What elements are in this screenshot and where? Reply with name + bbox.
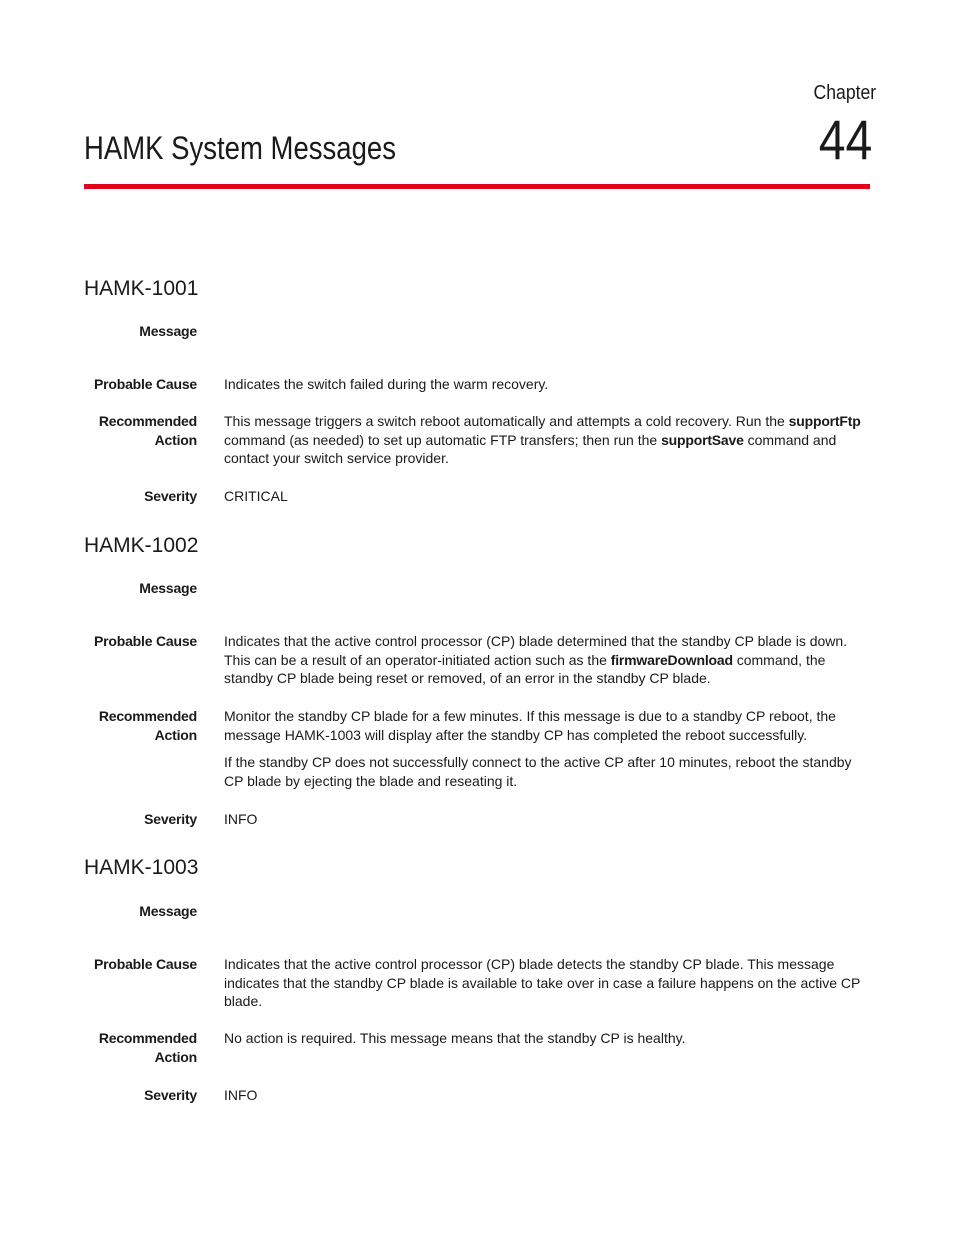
recommended-action-label [60,412,197,450]
recommended-action-text [224,412,872,477]
action-text-part: command and contact your switch service provider. [224,431,837,466]
message-label: Message [139,580,197,596]
action-text-part: command (as needed) to set up automatic FTP transfers; then run the [224,431,662,448]
probable-cause-label: Probable Cause [93,956,197,972]
cause-text-part: command, the standby CP blade being reset or removed, of an error in the standby CP blade. [224,651,826,686]
chapter-number: 44 [818,108,872,171]
recommended-label-line2: Action [154,727,197,743]
severity-label: Severity [144,1087,197,1103]
message-label: Message [139,903,197,919]
command-name: firmwareDownload [610,651,733,668]
action-paragraph: Monitor the standby CP blade for a few minutes. If this message is due to a standby CP reboot, the message HAMK-1003 will display after the standby CP has completed the reboot successfully. [224,708,836,743]
command-name: supportSave [661,431,744,448]
chapter-label: Chapter [813,82,876,104]
probable-cause-text [224,632,872,697]
probable-cause-label: Probable Cause [93,376,197,392]
recommended-label-line1: Recommended [98,708,197,724]
title-rule [84,184,870,189]
recommended-label-line1: Recommended [98,413,197,429]
recommended-action-label [60,707,197,745]
section-heading-hamk-1001: HAMK-1001 [84,277,199,300]
section-heading-hamk-1003: HAMK-1003 [84,856,199,879]
severity-value: INFO [224,811,258,827]
recommended-action-text: No action is required. This message means that the standby CP is healthy. [224,1030,686,1046]
severity-value: INFO [224,1087,258,1103]
message-label: Message [139,323,197,339]
action-paragraph: If the standby CP does not successfully connect to the active CP after 10 minutes, reboot the standby CP blade by ejecting the blade and reseating it. [224,754,852,789]
recommended-label-line2: Action [154,432,197,448]
page-title: HAMK System Messages [84,130,396,166]
probable-cause-label: Probable Cause [93,633,197,649]
severity-label: Severity [144,811,197,827]
probable-cause-text: Indicates the switch failed during the warm recovery. [224,376,549,392]
command-name: supportFtp [788,413,861,429]
cause-text-part: Indicates that the active control processor (CP) blade determined that the standby CP blade is down. This can be a result of an operator-initiated action such as the [224,633,848,668]
recommended-action-text [224,707,872,799]
severity-value: CRITICAL [224,488,288,504]
severity-label: Severity [144,488,197,504]
recommended-label-line1: Recommended [98,1030,197,1046]
recommended-action-label [60,1029,197,1067]
action-text-part: This message triggers a switch reboot automatically and attempts a cold recovery. Run the [224,413,789,429]
recommended-label-line2: Action [154,1049,197,1065]
probable-cause-text: Indicates that the active control processor (CP) blade detects the standby CP blade. This message indicates that the standby CP blade is available to take over in case a failure happens on the active CP blade. [224,956,861,1009]
section-heading-hamk-1002: HAMK-1002 [84,534,199,557]
